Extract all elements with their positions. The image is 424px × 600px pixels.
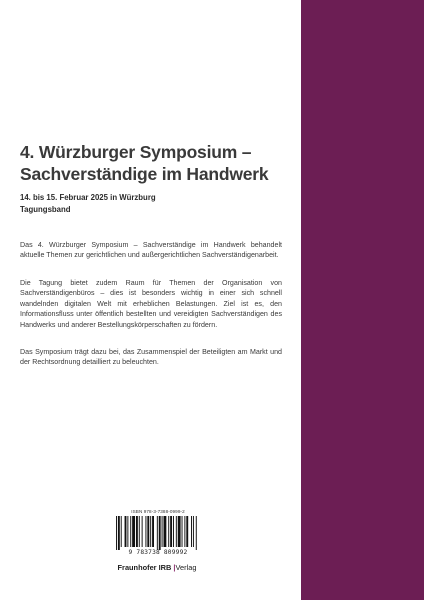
barcode-bar [145,516,146,547]
barcode-bar [150,516,151,547]
publisher-separator: | [173,563,176,572]
barcode-bar [170,516,172,547]
barcode-image [112,516,204,550]
isbn-block [112,509,204,556]
barcode-bar [196,516,197,550]
barcode-bar [127,516,128,547]
blurb-paragraph-2: Die Tagung bietet zudem Raum für Themen der Organisation von Sachverständigenbüros – dies ist besonders wichtig in einer sich schnell wandelnden digitalen Welt mit erheblichen Belastungen. Ziel ist es, den Informationsfluss unter öffentlich bestellten und vereidigten Sachverständigen des Handwerks und anderer Bestellungskörperschaften zu fördern. [20,279,282,329]
barcode-bar [121,516,122,547]
publisher-name: Fraunhofer IRB [117,563,172,572]
barcode-bar [193,516,194,547]
book-subtitle [20,192,290,216]
barcode-bar [139,516,140,547]
barcode-bar [162,516,163,547]
barcode-bar [132,516,135,547]
barcode-bar [159,516,161,550]
event-date-place: 14. bis 15. Februar 2025 in Würzburg [20,193,156,202]
barcode-bar [118,516,120,550]
barcode-bar [125,516,127,547]
blurb-paragraph-1: Das 4. Würzburger Symposium – Sachverständige im Handwerk behandelt aktuelle Themen zur gerichtlichen und außergerichtlichen Sachverständigenarbeit. [20,241,282,260]
barcode-bar [130,516,131,547]
book-title-line-1: 4. Würzburger Symposium – [20,142,252,162]
volume-type: Tagungsband [20,205,71,214]
barcode-digits: 9 783738 809992 [128,549,188,556]
publisher-suffix: Verlag [175,563,197,572]
barcode-bar [176,516,177,547]
barcode-bar [116,516,117,550]
book-title-line-2: Sachverständige im Handwerk [20,164,269,184]
barcode-bar [182,516,183,547]
book-title [20,141,290,185]
blurb-paragraph-3: Das Symposium trägt dazu bei, das Zusammenspiel der Beteiligten am Markt und der Rechtsordnung detailliert zu beleuchten. [20,348,282,367]
barcode-bar [168,516,169,547]
barcode-bar [157,516,158,550]
barcode-bar [186,516,188,547]
barcode-bar [191,516,192,547]
publisher-logo [102,563,212,572]
barcode-bar [142,516,143,547]
barcode-bar [164,516,167,547]
barcode-bar [136,516,138,547]
cover-spine-band [301,0,424,600]
barcode-bar [152,516,154,547]
barcode-bar [173,516,174,547]
barcode-bar [147,516,149,547]
isbn-label: ISBN 978-3-7388-0999-2 [131,509,185,514]
barcode-bar [184,516,185,547]
barcode-bar [178,516,181,547]
